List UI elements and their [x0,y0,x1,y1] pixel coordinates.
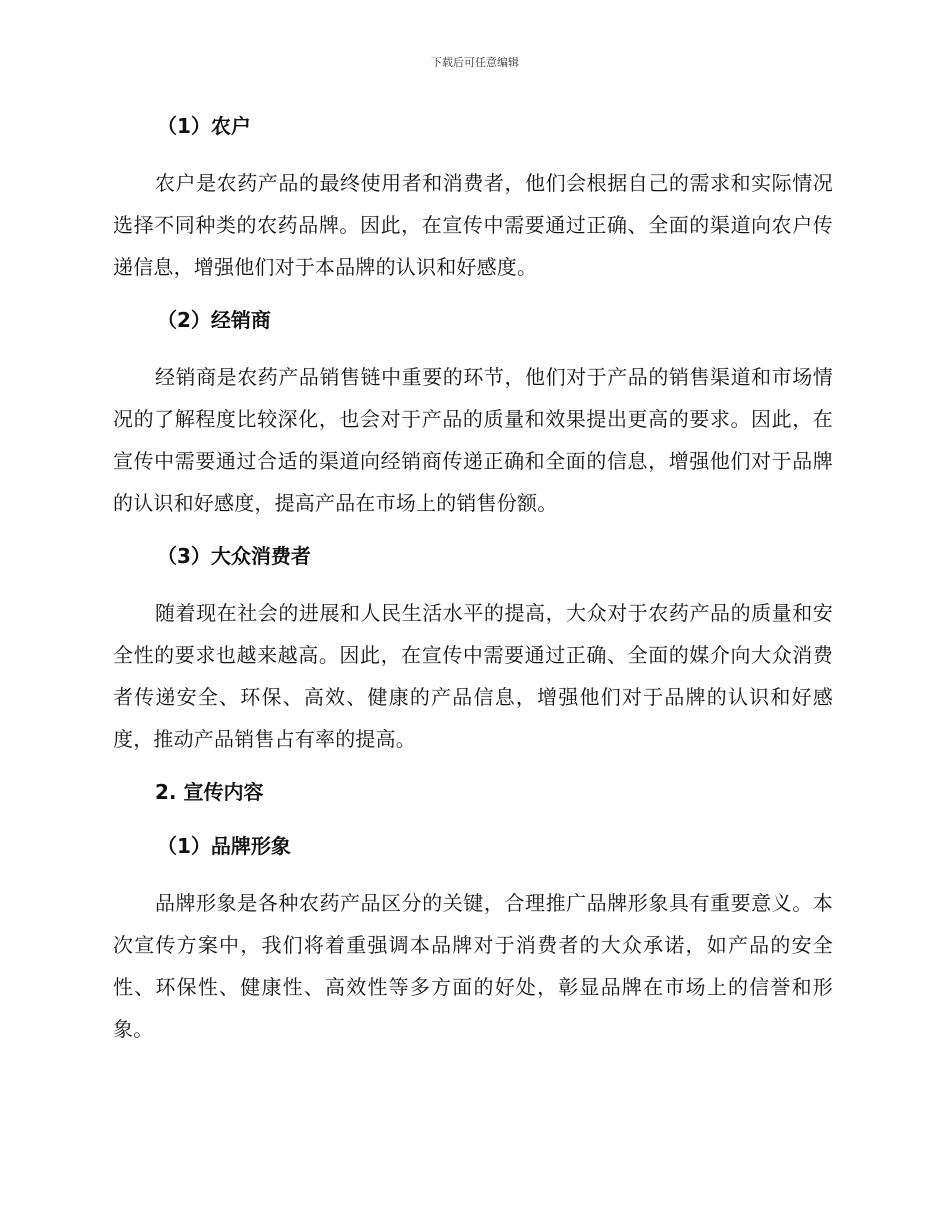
heading-consumers: （3）大众消费者 [157,544,311,568]
paragraph-consumers: 随着现在社会的进展和人民生活水平的提高，大众对于农药产品的质量和安全性的要求也越来越高。因此，在宣传中需要通过正确、全面的媒介向大众消费者传递安全、环保、高效、健康的产品信息，增强他们对于品牌的认识和好感度，推动产品销售占有率的提高。 [113,601,833,751]
paragraph-brand-image: 品牌形象是各种农药产品区分的关键，合理推广品牌形象具有重要意义。本次宣传方案中，我们将着重强调本品牌对于消费者的大众承诺，如产品的安全性、环保性、健康性、高效性等多方面的好处，彰显品牌在市场上的信誉和形象。 [113,891,833,1041]
heading-distributors: （2）经销商 [157,308,271,332]
paragraph-distributors: 经销商是农药产品销售链中重要的环节，他们对于产品的销售渠道和市场情况的了解程度比较深化，也会对于产品的质量和效果提出更高的要求。因此，在宣传中需要通过合适的渠道向经销商传递正确和全面的信息，增强他们对于品牌的认识和好感度，提高产品在市场上的销售份额。 [113,365,833,515]
heading-promotion-content: 2. 宣传内容 [155,780,264,804]
paragraph-farmers: 农户是农药产品的最终使用者和消费者，他们会根据自己的需求和实际情况选择不同种类的农药品牌。因此，在宣传中需要通过正确、全面的渠道向农户传递信息，增强他们对于本品牌的认识和好感度。 [113,171,833,279]
document-body [113,108,833,1050]
heading-farmers: （1）农户 [157,114,251,138]
heading-brand-image: （1）品牌形象 [157,834,291,858]
page-header-note: 下载后可任意编辑 [431,56,519,69]
